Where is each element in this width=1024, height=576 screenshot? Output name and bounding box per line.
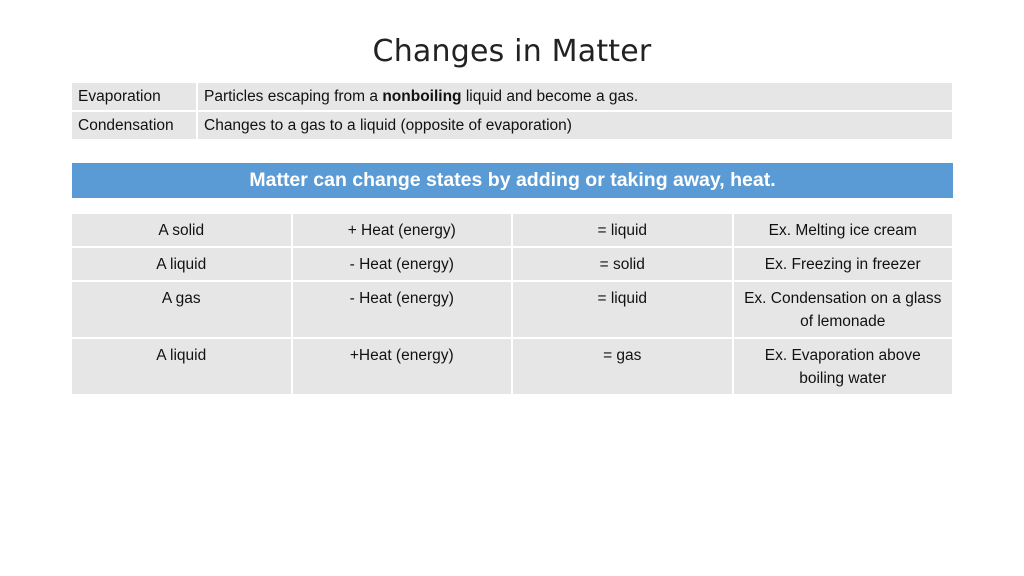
start-state-cell: A liquid bbox=[71, 247, 292, 281]
table-row bbox=[71, 338, 953, 395]
definition-text: Changes to a gas to a liquid (opposite of evaporation) bbox=[204, 116, 572, 134]
example-cell: Ex. Evaporation above boiling water bbox=[733, 338, 954, 395]
term-cell: Condensation bbox=[71, 111, 197, 140]
result-state-cell: = gas bbox=[512, 338, 733, 395]
heat-change-cell: + Heat (energy) bbox=[292, 213, 513, 247]
table-row bbox=[71, 82, 953, 111]
example-cell: Ex. Condensation on a glass of lemonade bbox=[733, 281, 954, 338]
table-row bbox=[71, 213, 953, 247]
result-state-cell: = solid bbox=[512, 247, 733, 281]
start-state-cell: A liquid bbox=[71, 338, 292, 395]
example-cell: Ex. Melting ice cream bbox=[733, 213, 954, 247]
table-row bbox=[71, 281, 953, 338]
term-cell: Evaporation bbox=[71, 82, 197, 111]
start-state-cell: A gas bbox=[71, 281, 292, 338]
table-row bbox=[71, 111, 953, 140]
heat-change-cell: +Heat (energy) bbox=[292, 338, 513, 395]
key-statement-banner: Matter can change states by adding or taking away, heat. bbox=[72, 163, 953, 198]
start-state-cell: A solid bbox=[71, 213, 292, 247]
definition-emphasis: nonboiling bbox=[382, 87, 462, 105]
definitions-table bbox=[70, 81, 954, 141]
table-row bbox=[71, 247, 953, 281]
state-changes-table bbox=[70, 212, 954, 396]
result-state-cell: = liquid bbox=[512, 213, 733, 247]
definition-text: Particles escaping from a bbox=[204, 87, 383, 105]
page-title: Changes in Matter bbox=[372, 34, 652, 69]
example-cell: Ex. Freezing in freezer bbox=[733, 247, 954, 281]
heat-change-cell: - Heat (energy) bbox=[292, 247, 513, 281]
definition-text: liquid and become a gas. bbox=[461, 87, 639, 105]
definition-cell bbox=[197, 82, 953, 111]
definition-cell bbox=[197, 111, 953, 140]
heat-change-cell: - Heat (energy) bbox=[292, 281, 513, 338]
result-state-cell: = liquid bbox=[512, 281, 733, 338]
